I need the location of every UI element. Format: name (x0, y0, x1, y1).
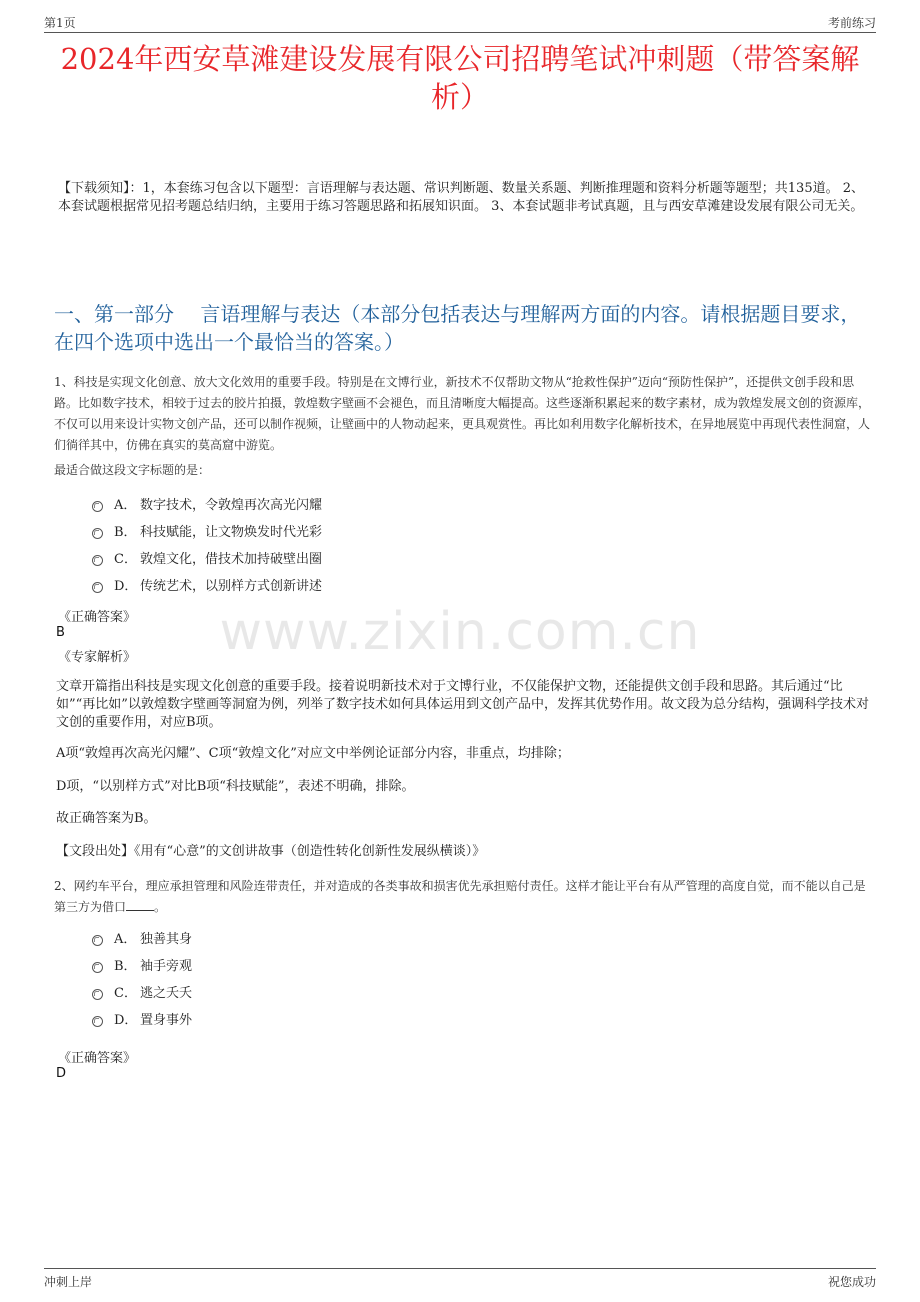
option-letter: B． (114, 525, 137, 540)
question-2-text (54, 876, 870, 918)
header-tag: 考前练习 (827, 16, 876, 30)
option-letter: C． (114, 986, 137, 1001)
document-title: 2024年西安草滩建设发展有限公司招聘笔试冲刺题（带答案解析） (60, 42, 860, 114)
option-a[interactable] (92, 926, 192, 953)
option-a[interactable] (92, 492, 322, 519)
page-number: 第1页 (44, 16, 76, 30)
radio-icon[interactable] (92, 528, 103, 539)
answer-value: B (56, 625, 65, 640)
option-text: 袖手旁观 (140, 959, 193, 974)
radio-icon[interactable] (92, 989, 103, 1000)
option-letter: A． (114, 932, 137, 947)
footer-right: 祝您成功 (827, 1275, 876, 1289)
question-2-stem: 2、网约车平台，理应承担管理和风险连带责任，并对造成的各类事故和损害优先承担赔付责任。这样才能让平台有从严管理的高度自觉，而不能以自己是第三方为借口 (54, 879, 866, 914)
option-letter: B． (114, 959, 137, 974)
download-notice: 【下载须知】：1，本套练习包含以下题型：言语理解与表达题、常识判断题、数量关系题、判断推理题和资料分析题等题型；共135道。 2、本套试题根据常见招考题总结归纳，主要用于练习答题思路和拓展知识面。 3、本套试题非考试真题，且与西安草滩建设发展有限公司无关。 (58, 181, 864, 214)
question-2-end: 。 (154, 900, 167, 914)
question-1-prompt: 最适合做这段文字标题的是： (54, 463, 211, 477)
radio-icon[interactable] (92, 555, 103, 566)
source-citation: 【文段出处】《用有“心意”的文创讲故事（创造性转化创新性发展纵横谈）》 (56, 844, 486, 859)
option-b[interactable] (92, 953, 192, 980)
watermark: www.zixin.com.cn (219, 602, 701, 662)
analysis-paragraph: D项，“以别样方式”对比B项“科技赋能”，表述不明确，排除。 (56, 779, 415, 794)
option-c[interactable] (92, 546, 322, 573)
analysis-paragraph: A项“敦煌再次高光闪耀”、C项“敦煌文化”对应文中举例论证部分内容，非重点，均排除； (56, 746, 570, 761)
answer-blank (126, 898, 154, 911)
answer-label: 《正确答案》 (58, 1051, 137, 1066)
option-letter: C． (114, 552, 137, 567)
option-text: 独善其身 (140, 932, 193, 947)
answer-value: D (56, 1066, 67, 1081)
radio-icon[interactable] (92, 1016, 103, 1027)
answer-label: 《正确答案》 (58, 610, 137, 625)
option-text: 科技赋能，让文物焕发时代光彩 (140, 525, 323, 540)
analysis-label: 《专家解析》 (58, 650, 137, 665)
option-d[interactable] (92, 573, 322, 600)
question-1-options (92, 492, 322, 600)
option-c[interactable] (92, 980, 192, 1007)
option-letter: A． (114, 498, 137, 513)
footer-left: 冲刺上岸 (44, 1275, 93, 1289)
option-text: 敦煌文化，借技术加持破壁出圈 (140, 552, 323, 567)
option-d[interactable] (92, 1007, 192, 1034)
analysis-paragraph: 文章开篇指出科技是实现文化创意的重要手段。接着说明新技术对于文博行业，不仅能保护文物，还能提供文创手段和思路。其后通过“比如”“再比如”以敦煌数字壁画等洞窟为例，列举了数字技术如何具体运用到文创产品中，发挥其优势作用。故文段为总分结构，强调科学技术对文创的重要作用，对应B项。 (56, 679, 869, 730)
option-letter: D． (114, 1013, 138, 1028)
radio-icon[interactable] (92, 962, 103, 973)
analysis-conclusion: 故正确答案为B。 (56, 811, 157, 826)
question-2-options (92, 926, 192, 1034)
option-letter: D． (114, 579, 138, 594)
option-b[interactable] (92, 519, 322, 546)
radio-icon[interactable] (92, 501, 103, 512)
question-1-text: 1、科技是实现文化创意、放大文化效用的重要手段。特别是在文博行业，新技术不仅帮助文物从“抢救性保护”迈向“预防性保护”，还提供文创手段和思路。比如数字技术，相较于过去的胶片拍摄，敦煌数字壁画不会褪色，而且清晰度大幅提高。这些逐渐积累起来的数字素材，成为敦煌发展文创的资源库，不仅可以用来设计实物文创产品，还可以制作视频，让壁画中的人物动起来，更具观赏性。再比如利用数字化解析技术，在异地展览中再现代表性洞窟，人们徜徉其中，仿佛在真实的莫高窟中游览。 (54, 375, 871, 452)
section-heading: 一、第一部分 言语理解与表达（本部分包括表达与理解两方面的内容。请根据题目要求，在四个选项中选出一个最恰当的答案。） (54, 302, 861, 354)
radio-icon[interactable] (92, 582, 103, 593)
option-text: 逃之夭夭 (140, 986, 193, 1001)
option-text: 置身事外 (140, 1013, 193, 1028)
page-header (44, 10, 876, 33)
option-text: 数字技术，令敦煌再次高光闪耀 (140, 498, 323, 513)
option-text: 传统艺术，以别样方式创新讲述 (140, 579, 323, 594)
page-footer (44, 1268, 876, 1291)
radio-icon[interactable] (92, 935, 103, 946)
